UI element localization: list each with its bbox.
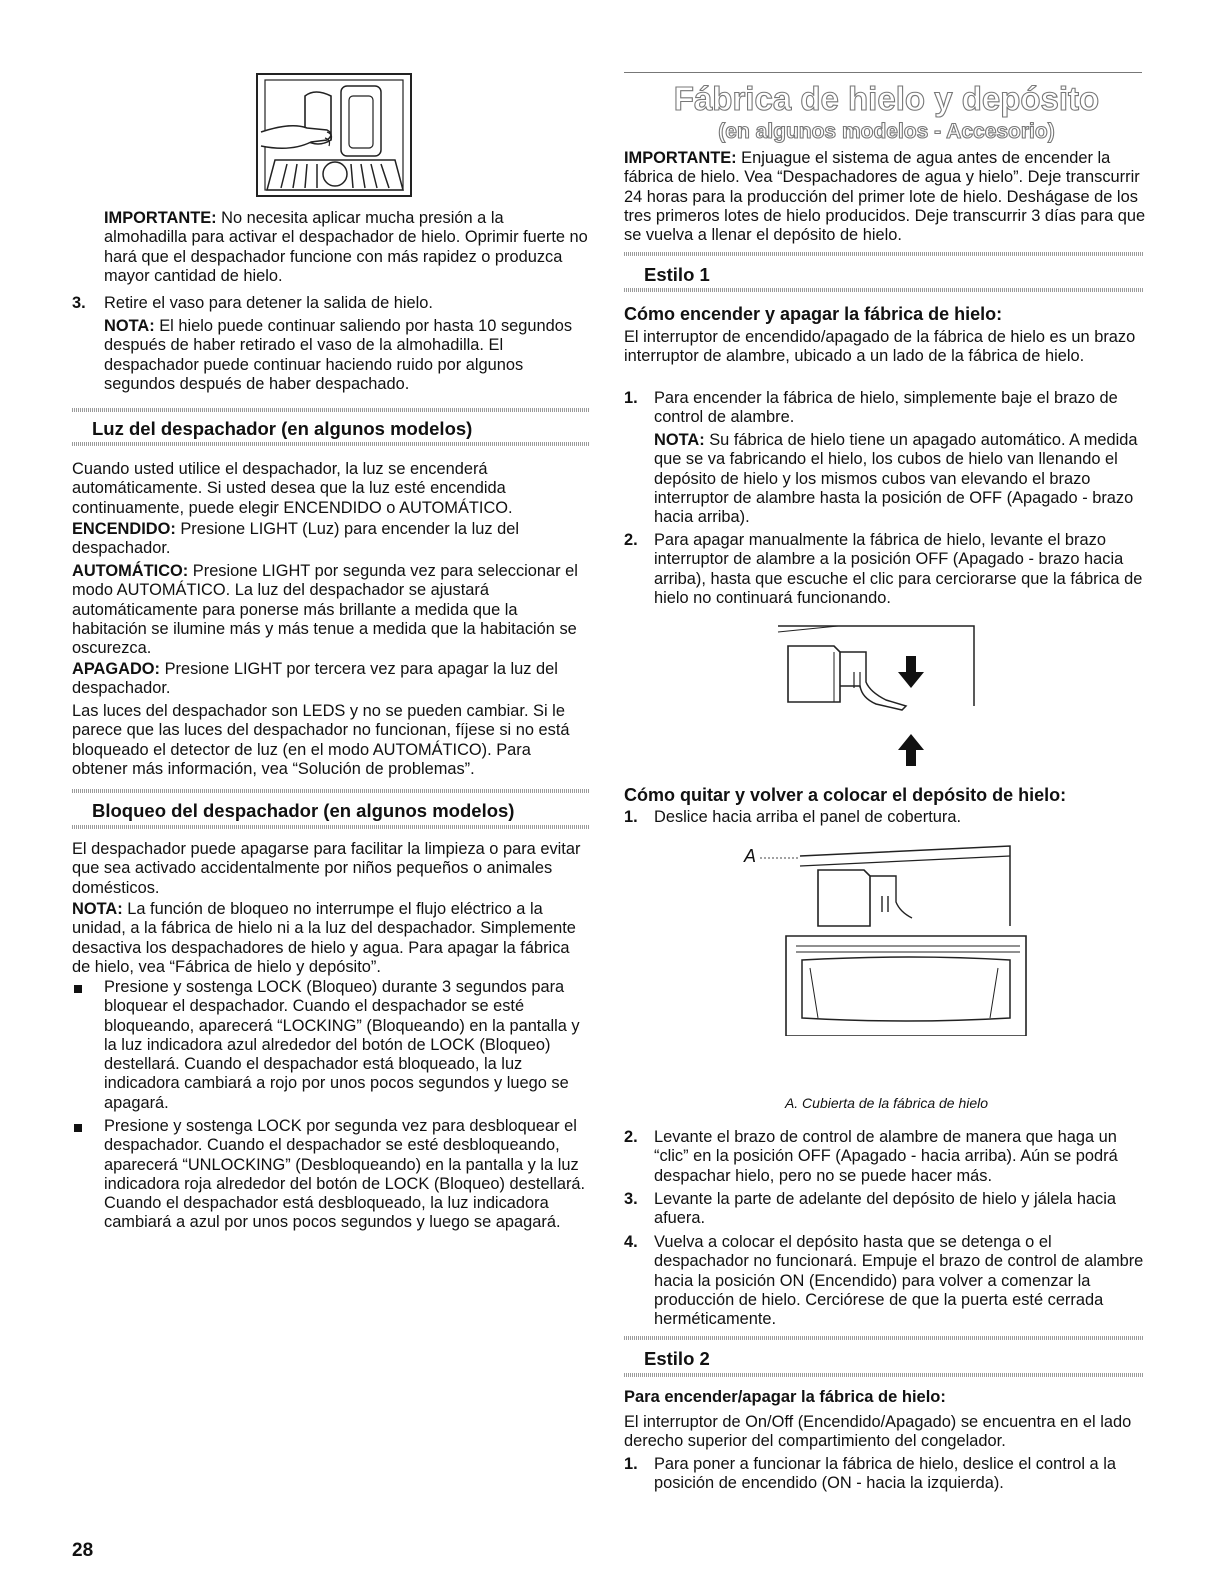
- icemaker-arm-illustration: [774, 616, 984, 776]
- section-heading-bloqueo: Bloqueo del despachador (en algunos modelos): [92, 800, 515, 821]
- nota-note: NOTA: El hielo puede continuar saliendo por hasta 10 segundos después de haber retirado el vaso de la almohadilla. El despachador puede continuar haciendo ruido por algunos segundos después de haber despachado.: [104, 317, 573, 393]
- section-title: Fábrica de hielo y depósito: [673, 80, 1100, 117]
- note-label: IMPORTANTE:: [624, 149, 737, 167]
- step-number: 3.: [624, 1190, 638, 1208]
- apagado-paragraph: APAGADO: Presione LIGHT por tercera vez para apagar la luz del despachador.: [72, 660, 558, 698]
- importante-note: IMPORTANTE: No necesita aplicar mucha presión a la almohadilla para activar el despachador de hielo. Oprimir fuerte no hará que el despachador funcione con más rapidez o produzca mayor cantidad de hielo.: [104, 209, 588, 285]
- importante-note-2: IMPORTANTE: Enjuague el sistema de agua antes de encender la fábrica de hielo. Vea “Despachadores de agua y hielo”. Deje transcurrir 24 horas para la producción del primer lote de hielo. Deshágase de los tres primeros lotes de hielo producidos. Deje transcurrir 3 días para que se vuelva a llenar el depósito de hielo.: [624, 149, 1146, 245]
- on-off-paragraph: El interruptor de On/Off (Encendido/Apagado) se encuentra en el lado derecho superior del compartimiento del congelador.: [624, 1413, 1132, 1451]
- step-number: 2.: [624, 531, 638, 549]
- step-3-levante: Levante la parte de adelante del depósito de hielo y jálela hacia afuera.: [654, 1190, 1117, 1228]
- interruptor-paragraph: El interruptor de encendido/apagado de la fábrica de hielo es un brazo interruptor de alambre, ubicado a un lado de la fábrica de hielo.: [624, 328, 1136, 366]
- bullet-square: [74, 985, 82, 993]
- step-number: 4.: [624, 1233, 638, 1251]
- style-heading-2: Estilo 2: [644, 1348, 710, 1369]
- figure-caption: A. Cubierta de la fábrica de hielo: [784, 1095, 989, 1111]
- step-1-encender: Para encender la fábrica de hielo, simplemente baje el brazo de control de alambre.: [654, 389, 1118, 427]
- step-number: 1.: [624, 389, 638, 407]
- figure-label-a: A: [744, 846, 757, 866]
- encendido-paragraph: ENCENDIDO: Presione LIGHT (Luz) para encender la luz del despachador.: [72, 520, 519, 558]
- note-label: NOTA:: [104, 317, 155, 335]
- step-3: Retire el vaso para detener la salida de hielo.: [104, 294, 433, 312]
- step-number: 2.: [624, 1128, 638, 1146]
- step-number: 1.: [624, 808, 638, 826]
- step-number: 3.: [72, 294, 86, 312]
- step-1-deslice: Deslice hacia arriba el panel de cobertura.: [654, 808, 962, 826]
- luz-intro: Cuando usted utilice el despachador, la luz se encenderá automáticamente. Si usted desea que la luz esté encendida continuamente, puede elegir ENCENDIDO o AUTOMÁTICO.: [72, 460, 513, 517]
- bullet-square: [74, 1124, 82, 1132]
- bullet-unlock: Presione y sostenga LOCK por segunda vez para desbloquear el despachador. Cuando el despachador se esté desbloqueando, aparecerá “UNLOCKING” (Desbloqueando) en la pantalla y la luz indicadora roja alrededor del botón de LOCK (Bloqueo) destellará. Cuando el despachador está desbloqueado, la luz indicadora cambiará a azul por unos pocos segundos y luego se apagará.: [104, 1117, 586, 1232]
- ice-bin-illustration: [758, 836, 1028, 1036]
- section-rule: [72, 408, 590, 412]
- leds-paragraph: Las luces del despachador son LEDS y no se pueden cambiar. Si le parece que las luces del despachador no funcionan, fíjese si no está bloqueado el detector de luz (en el modo AUTOMÁTICO). Para obtener más información, vea “Solución de problemas”.: [72, 702, 570, 778]
- bloqueo-intro: El despachador puede apagarse para facilitar la limpieza o para evitar que sea activado accidentalmente por niños pequeños o animales domésticos.: [72, 840, 581, 897]
- top-rule: [624, 72, 1142, 73]
- section-rule: [624, 1336, 1144, 1340]
- subheading-encender: Cómo encender y apagar la fábrica de hielo:: [624, 304, 1003, 324]
- section-rule: [624, 1373, 1144, 1377]
- note-label: NOTA:: [654, 431, 705, 449]
- section-rule: [624, 288, 1144, 292]
- step-2-levante: Levante el brazo de control de alambre de manera que haga un “clic” en la posición OFF (Apagado - hacia arriba). Aún se podrá despachar hielo, pero no se puede hacer más.: [654, 1128, 1118, 1185]
- page-number: 28: [72, 1540, 94, 1561]
- bullet-lock: Presione y sostenga LOCK (Bloqueo) durante 3 segundos para bloquear el despachador. Cuando el despachador se esté bloqueando, aparecerá “LOCKING” (Bloqueando) en la pantalla y la luz indicadora azul alrededor del botón de LOCK (Bloqueo) destellará. Cuando el despachador está bloqueado, la luz indicadora cambiará a rojo por unos pocos segundos y luego se apagará.: [104, 978, 580, 1112]
- dispenser-illustration: [255, 72, 415, 200]
- step-2-apagar: Para apagar manualmente la fábrica de hielo, levante el brazo interruptor de alambre a la posición OFF (Apagado - brazo hacia arriba), hasta que escuche el clic para cerciorarse que la fábrica de hielo no continuará funcionando.: [654, 531, 1143, 607]
- step-1-poner: Para poner a funcionar la fábrica de hielo, deslice el control a la posición de encendido (ON - hacia la izquierda).: [654, 1455, 1116, 1493]
- nota3-paragraph: NOTA: Su fábrica de hielo tiene un apagado automático. A medida que se va fabricando el hielo, los cubos de hielo van llenando el depósito de hielo y los mismos cubos van elevando el brazo interruptor de alambre hasta la posición de OFF (Apagado - brazo hacia arriba).: [654, 431, 1138, 527]
- term-label: ENCENDIDO:: [72, 520, 176, 538]
- section-subtitle: (en algunos modelos - Accesorio): [718, 120, 1055, 143]
- section-rule: [72, 789, 590, 793]
- term-label: AUTOMÁTICO:: [72, 562, 189, 580]
- nota2-paragraph: NOTA: La función de bloqueo no interrumpe el flujo eléctrico a la unidad, a la fábrica de hielo ni a la luz del despachador. Simplemente desactiva los despachadores de hielo y agua. Para apagar la fábrica de hielo, vea “Fábrica de hielo y depósito”.: [72, 900, 576, 976]
- subheading-para: Para encender/apagar la fábrica de hielo:: [624, 1388, 946, 1406]
- style-heading-1: Estilo 1: [644, 264, 710, 285]
- note-label: IMPORTANTE:: [104, 209, 217, 227]
- section-rule: [624, 252, 1144, 256]
- section-rule: [72, 442, 590, 446]
- note-label: NOTA:: [72, 900, 123, 918]
- section-heading-luz: Luz del despachador (en algunos modelos): [92, 418, 473, 439]
- subheading-quitar: Cómo quitar y volver a colocar el depósito de hielo:: [624, 785, 1067, 805]
- step-number: 1.: [624, 1455, 638, 1473]
- automatico-paragraph: AUTOMÁTICO: Presione LIGHT por segunda vez para seleccionar el modo AUTOMÁTICO. La luz del despachador se ajustará automáticamente para ponerse más brillante a medida que la habitación se ilumine más y más tenue a medida que la habitación se oscurezca.: [72, 562, 578, 658]
- step-4-vuelva: Vuelva a colocar el depósito hasta que se detenga o el despachador no funcionará. Empuje el brazo de control de alambre hacia la posición ON (Encendido) para volver a comenzar la producción de hielo. Cerciórese de que la puerta esté cerrada herméticamente.: [654, 1233, 1144, 1329]
- term-label: APAGADO:: [72, 660, 161, 678]
- section-rule: [72, 825, 590, 829]
